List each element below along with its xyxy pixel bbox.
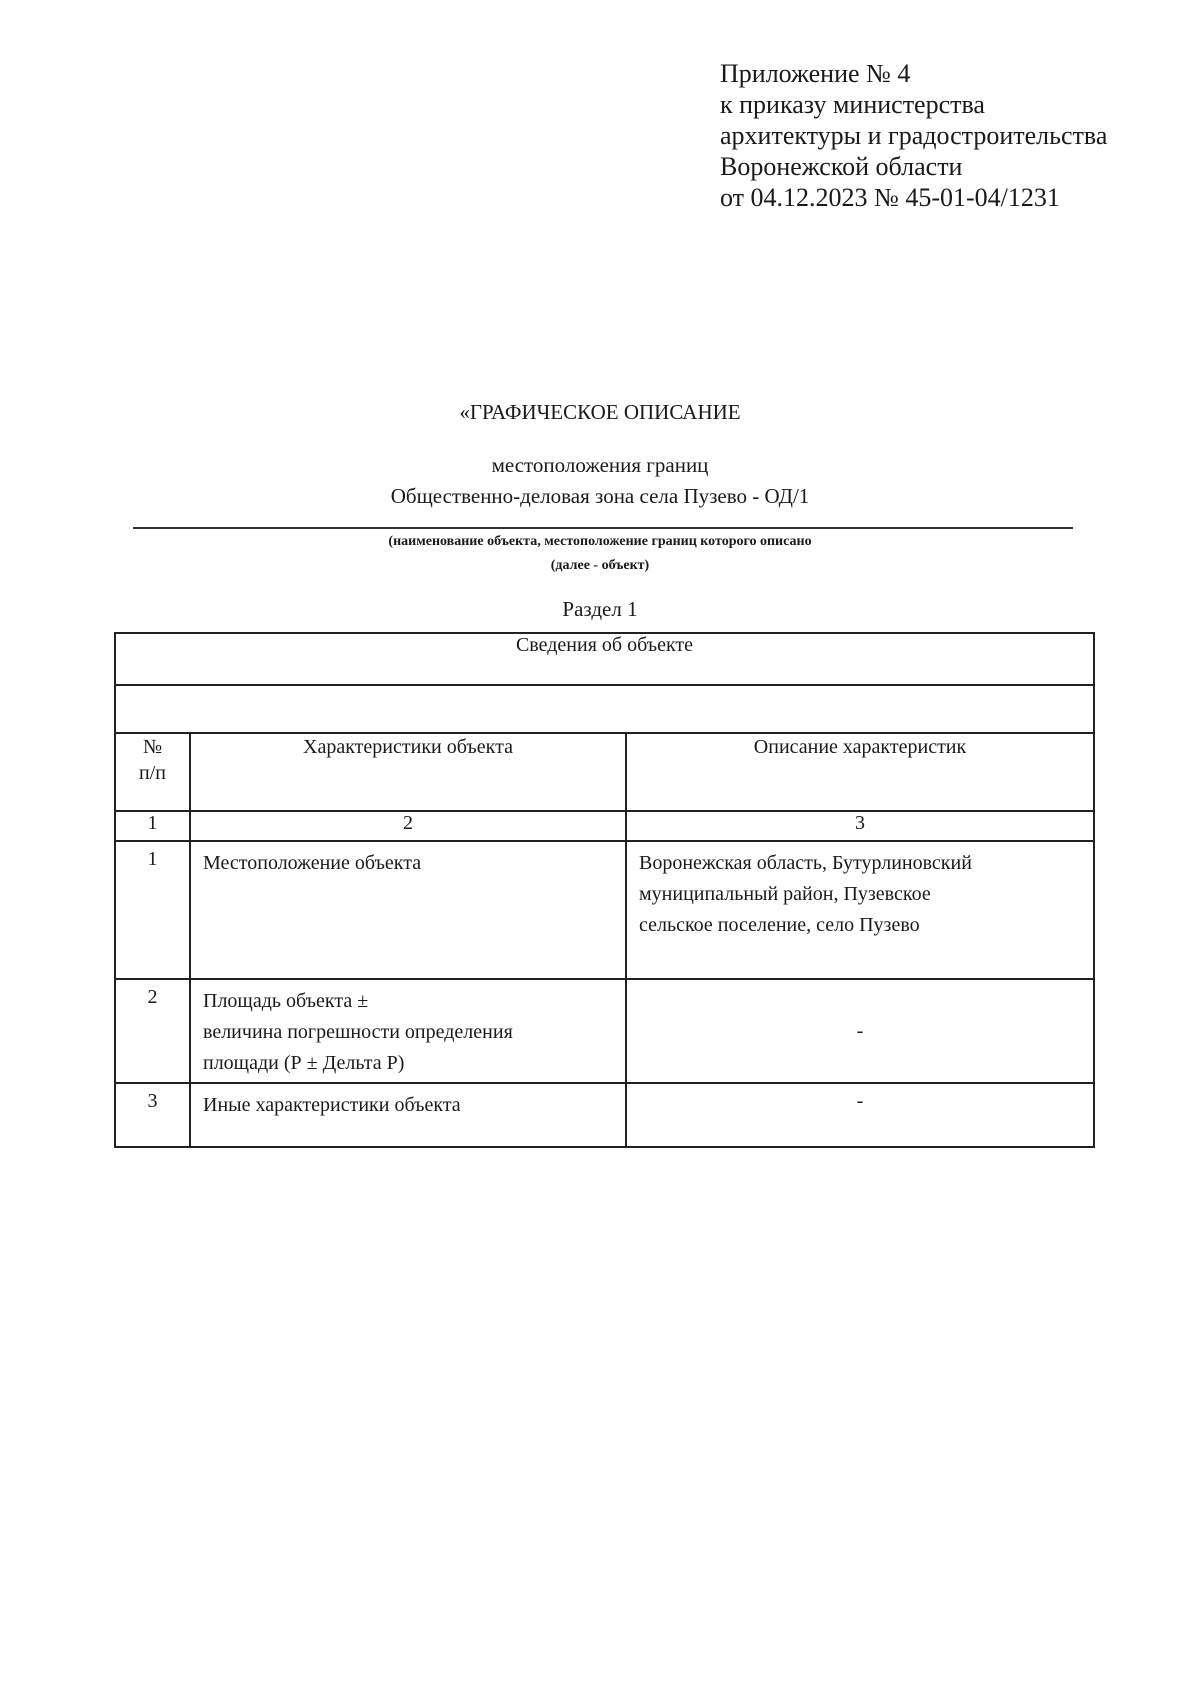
- table-blank-row: [115, 685, 1094, 733]
- row-characteristic: [190, 841, 626, 979]
- row-characteristic: [190, 1083, 626, 1147]
- table-caption: Сведения об объекте: [115, 633, 1094, 685]
- row-description: -: [626, 1083, 1094, 1147]
- characteristic-line: Иные характеристики объекта: [203, 1094, 461, 1116]
- appendix-line: архитектуры и градостроительства: [720, 121, 1108, 150]
- object-info-table: [114, 632, 1095, 1148]
- appendix-line: Приложение № 4: [720, 59, 911, 88]
- column-number: 3: [626, 811, 1094, 841]
- description-line: муниципальный район, Пузевское: [639, 883, 931, 905]
- header-description: Описание характеристик: [626, 733, 1094, 811]
- row-number: 1: [115, 841, 190, 979]
- row-characteristic: [190, 979, 626, 1083]
- underline-divider: [133, 527, 1073, 529]
- object-note-line1: (наименование объекта, местоположение границ которого описано: [388, 534, 812, 549]
- table-row: [115, 979, 1094, 1083]
- header-num-cell: [115, 733, 190, 811]
- description-line: сельское поселение, село Пузево: [639, 914, 920, 936]
- characteristic-line: Местоположение объекта: [203, 852, 422, 874]
- row-description: -: [626, 979, 1094, 1083]
- characteristic-line: величина погрешности определения: [203, 1021, 513, 1043]
- table-blank-cell: [115, 685, 1094, 733]
- appendix-line: от 04.12.2023 № 45-01-04/1231: [720, 183, 1060, 212]
- row-description: [626, 841, 1094, 979]
- header-num-line1: №: [142, 736, 163, 758]
- document-subtitle: местоположения границ: [491, 453, 709, 477]
- characteristic-line: Площадь объекта ±: [203, 990, 369, 1012]
- table-header-row: [115, 733, 1094, 811]
- column-number: 1: [115, 811, 190, 841]
- object-name: Общественно-деловая зона села Пузево - ОД/1: [390, 484, 810, 508]
- column-number-row: [115, 811, 1094, 841]
- appendix-line: Воронежской области: [720, 152, 963, 181]
- column-number: 2: [190, 811, 626, 841]
- table-caption-row: [115, 633, 1094, 685]
- table-row: [115, 841, 1094, 979]
- table-row: [115, 1083, 1094, 1147]
- description-line: Воронежская область, Бутурлиновский: [639, 852, 972, 874]
- document-title: «ГРАФИЧЕСКОЕ ОПИСАНИЕ: [459, 400, 741, 424]
- appendix-line: к приказу министерства: [720, 90, 985, 119]
- object-note-line2: (далее - объект): [550, 558, 650, 573]
- characteristic-line: площади (Р ± Дельта Р): [203, 1052, 405, 1074]
- row-number: 3: [115, 1083, 190, 1147]
- appendix-block: [720, 58, 1107, 213]
- header-characteristics: Характеристики объекта: [190, 733, 626, 811]
- row-number: 2: [115, 979, 190, 1083]
- section-title: Раздел 1: [562, 597, 638, 621]
- header-num-line2: п/п: [139, 762, 166, 784]
